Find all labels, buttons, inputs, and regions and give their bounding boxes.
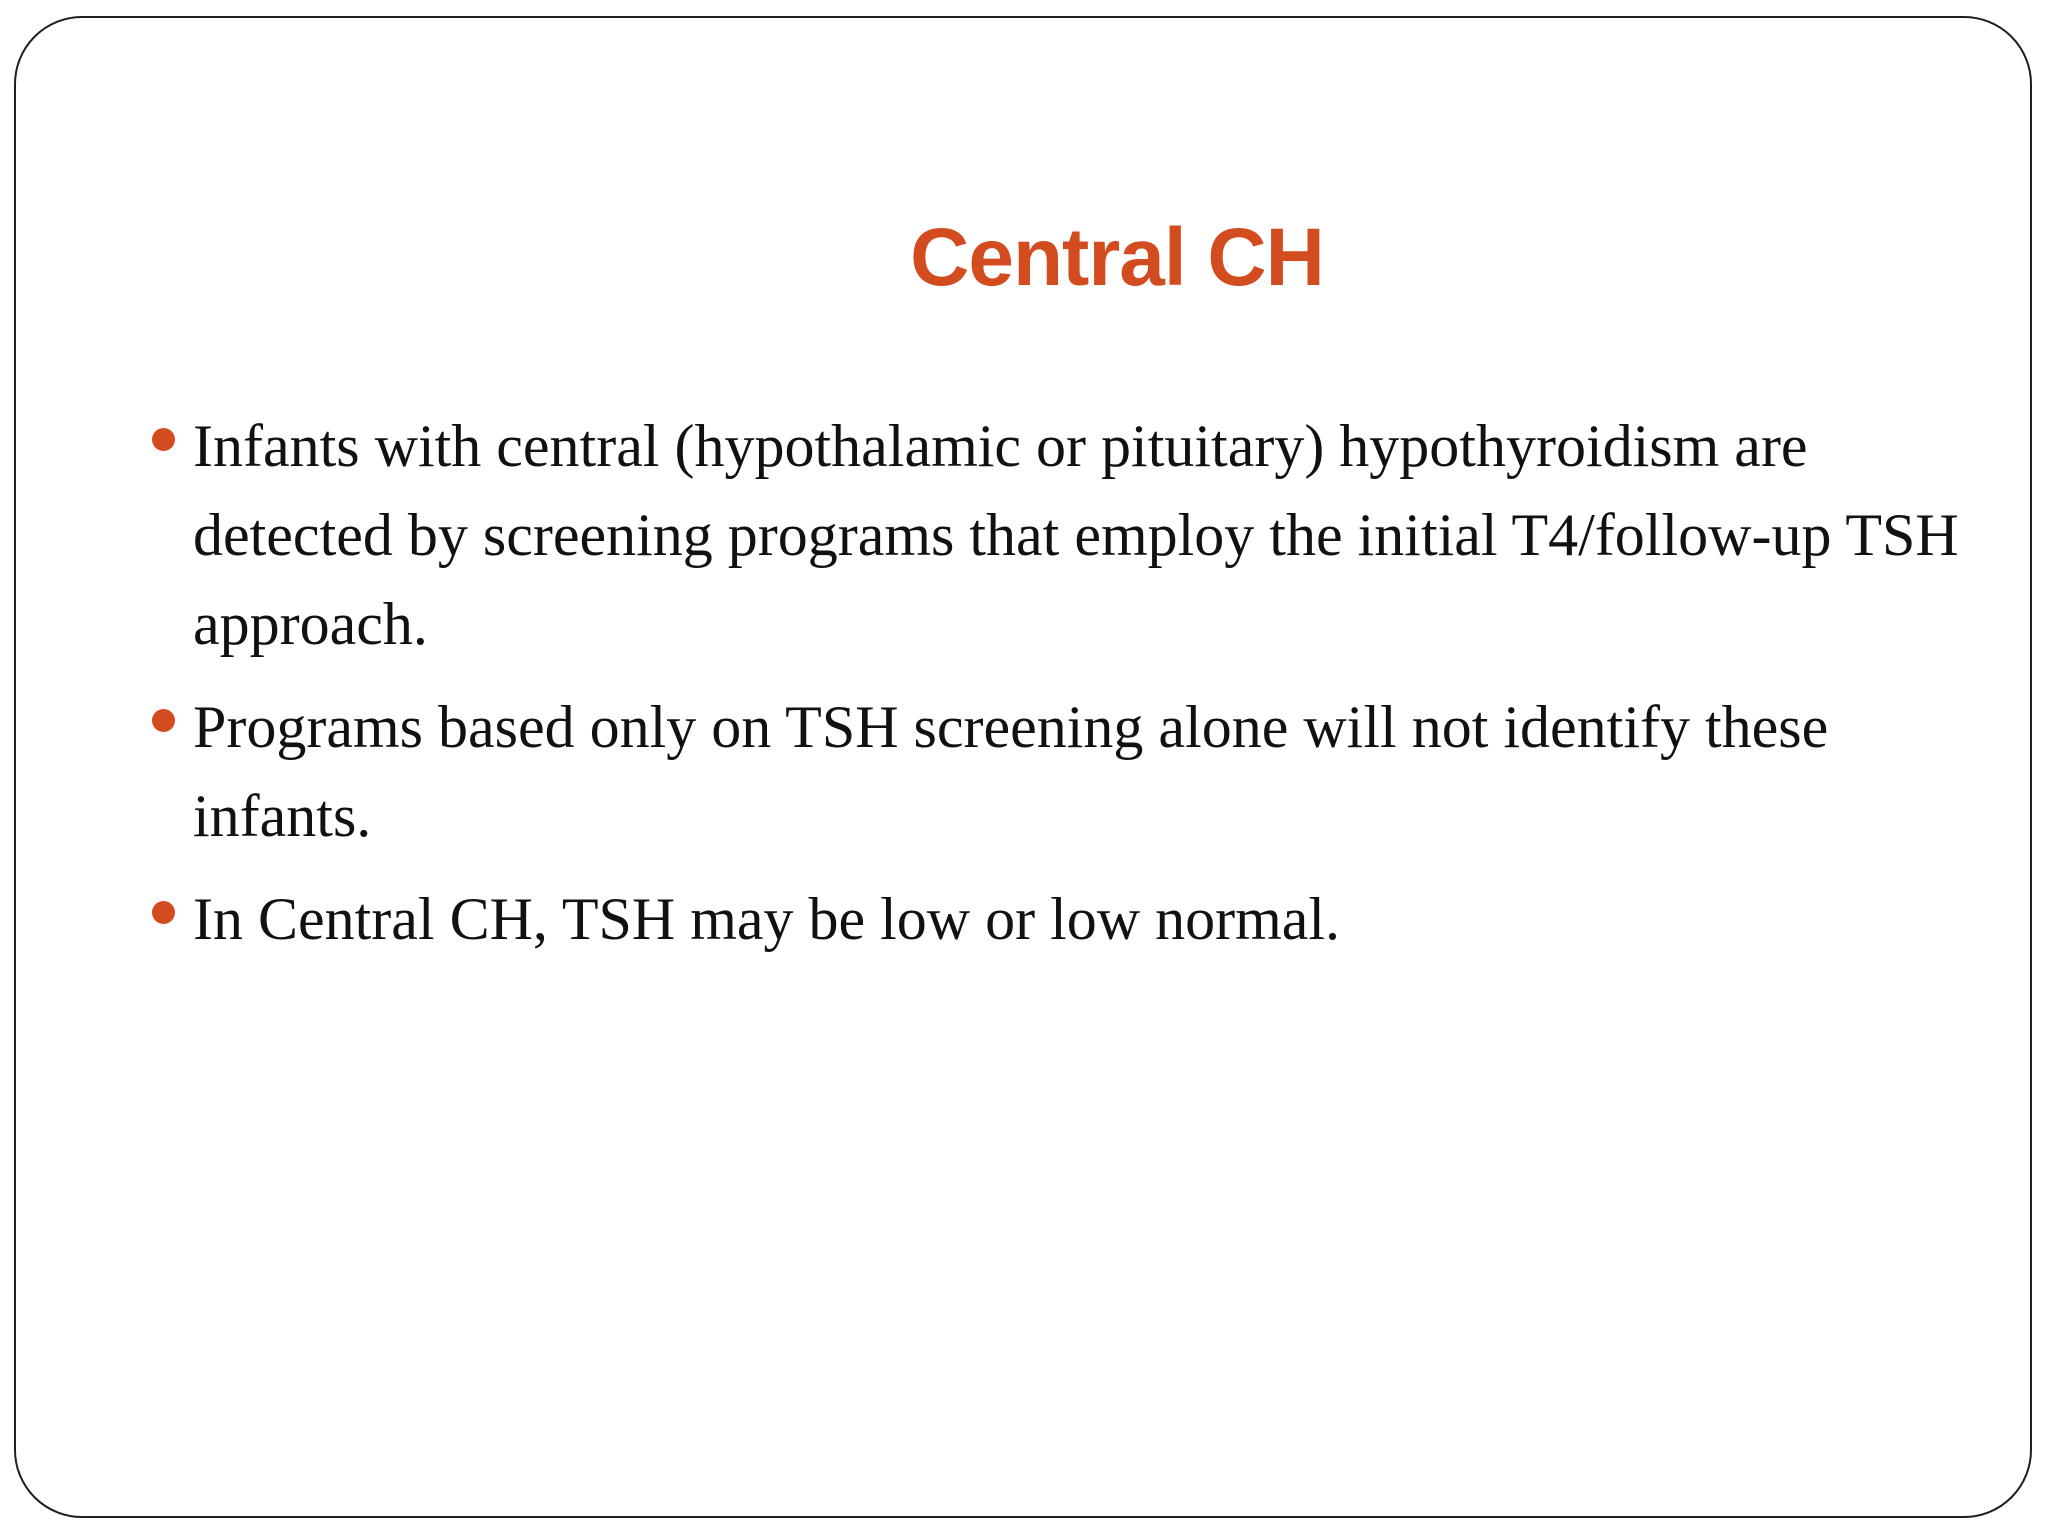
bullet-text: Programs based only on TSH screening alone will not identify these infants. — [193, 694, 1829, 849]
bullet-list — [16, 402, 2030, 978]
bullet-text: In Central CH, TSH may be low or low normal. — [193, 886, 1341, 952]
bullet-item — [16, 683, 2030, 861]
bullet-dot-icon — [152, 709, 175, 732]
slide-frame — [14, 16, 2032, 1518]
bullet-dot-icon — [152, 428, 175, 451]
bullet-item — [16, 875, 2030, 964]
bullet-text: Infants with central (hypothalamic or pituitary) hypothyroidism are detected by screening programs that employ the initial T4/follow-up TSH approach. — [193, 413, 1959, 657]
bullet-dot-icon — [152, 901, 175, 924]
slide-title: Central CH — [910, 212, 1324, 303]
bullet-item — [16, 402, 2030, 669]
